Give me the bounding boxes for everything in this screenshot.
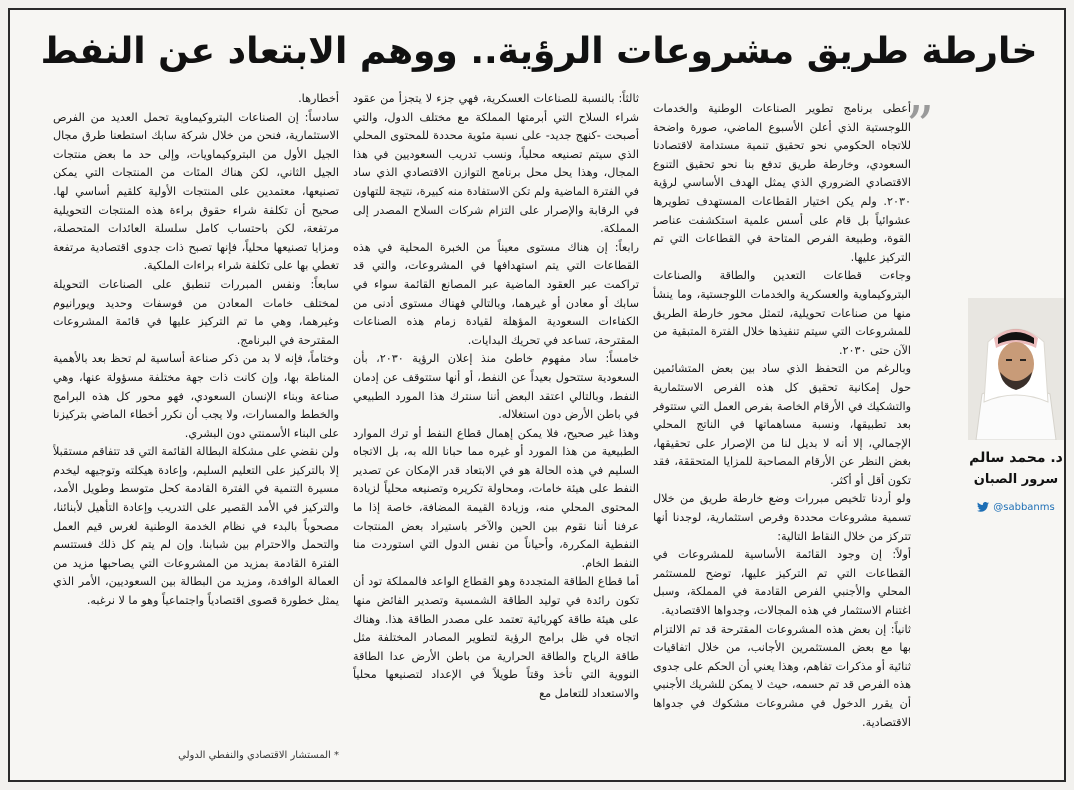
paragraph: أما قطاع الطاقة المتجددة وهو القطاع الواعد فالمملكة تود أن تكون رائدة في توليد الطاقة الشمسية وتصدير الفائض منها على هيئة طاقة كهربائية تعتمد على مصدر الطاقة هذا. وهناك اتجاه في ظل برامج الرؤية لتطوير المصادر المختلفة مثل طاقة الرياح والطاقة الحرارية من باطن الأرض عدا الطاقة النووية التي تأخذ وقتاً طويلاً في الإعداد لتصنيعها محلياً والاستعداد للتعامل مع: [353, 575, 639, 700]
paragraph: رابعاً: إن هناك مستوى معيناً من الخبرة المحلية في هذه القطاعات التي يتم استهدافها في المشروعات، والتي قد تراكمت عبر العقود الماضية عبر المصانع القائمة سواء في سابك أو معادن أو غيرهما، وبالتالي فهناك مستوى أدنى من الكفاءات السعودية المؤهلة لقيادة زمام هذه الصناعات المقترحة، تساعد في تحريك البدايات.: [353, 240, 639, 347]
quote-mark-icon: ”: [905, 95, 935, 160]
paragraph: ثانياً: إن بعض هذه المشروعات المقترحة قد تم الالتزام بها مع بعض المستثمرين الأجانب، من خلال اتفاقيات ثنائية أو مذكرات تفاهم، وهذا يعني أن الحكم على جدوى هذه الفرص قد تم حسمه، حيث لا يمكن للشريك الأجنبي أن يقرر الدخول في مشروعات مشكوك في جدواها الاقتصادية.: [653, 622, 911, 729]
paragraph: وختاماً، فإنه لا بد من ذكر صناعة أساسية لم تحظ بعد بالأهمية المناطة بها، وإن كانت ذات جهة مختلفة مسؤولة عنها، وهي صناعة وبناء الإنسان السعودي، فهو محور كل هذه البرامج والخطط والمسارات، ولا يجب أن نكرر أخطاء الماضي بتركيزنا على البناء الأسمنتي دون البشري.: [53, 352, 339, 440]
headline: خارطة طريق مشروعات الرؤية.. ووهم الابتعاد عن النفط: [40, 31, 1038, 72]
paragraph: ثالثاً: بالنسبة للصناعات العسكرية، فهي جزء لا يتجزأ من عقود شراء السلاح التي أبرمتها المملكة مع مختلف الدول، والتي أصبحت -كنهج جديد- على نسبة مئوية محددة للمحتوى المحلي الذي سيتم تصنيعه محلياً، ونسب تدريب السعوديين في هذا المجال، وهذا يحل محل برنامج التوازن الاقتصادي الذي ساد في الفترة الماضية ولم تكن الاستفادة منه كبيرة، نتيجة للتهاون في الرقابة والإصرار على التزام شركات السلاح المصدر إلى المملكة.: [353, 92, 639, 236]
paragraph: ولو أردنا تلخيص مبررات وضع خارطة طريق من خلال تسمية مشروعات محددة وفرص استثمارية، لوجدنا أنها تتركز من خلال النقاط التالية:: [653, 492, 911, 543]
paragraph: خامساً: ساد مفهوم خاطئ منذ إعلان الرؤية ٢٠٣٠، بأن السعودية ستتحول بعيداً عن النفط، أو أنها ستتوقف عن إدمان النفط، وبالتالي اعتقد البعض أننا سنترك هذا المورد الطبيعي في باطن الأرض دون استغلاله.: [353, 352, 639, 422]
paragraph: سادساً: إن الصناعات البتروكيماوية تحمل العديد من الفرص الاستثمارية، فنحن من خلال شركة سابك استطعنا طرق مجال الجيل الأول من البتروكيماويات، وإلى حد ما بعض منتجات الجيل الثاني، لكن هناك المئات من المنتجات التي يمكن تصنيعها، معتمدين على المنتجات الأولية كلقيم أساسي لها. صحيح أن تكلفة شراء حقوق براءة هذه المنتجات التحويلية مرتفعة، لكن باحتساب كامل سلسلة العائدات المتحصلة، ومزايا تصنيعها محلياً، فإنها تصبح ذات جدوى اقتصادية مرتفعة تغطي بها على تكلفة شراء براءات الملكية.: [53, 110, 339, 273]
author-photo: [968, 298, 1064, 440]
article-column-2: [353, 90, 639, 770]
twitter-handle-text[interactable]: @sabbanms: [993, 501, 1055, 513]
article-frame: [8, 8, 1066, 782]
column-name: سرور الصبان: [973, 472, 1059, 487]
author-name: د. محمد سالم: [969, 450, 1063, 466]
author-byline: * المستشار الاقتصادي والنفطي الدولي: [178, 750, 339, 761]
paragraph: سابعاً: ونفس المبررات تنطبق على الصناعات التحويلة لمختلف خامات المعادن من فوسفات وحديد ويورانيوم وغيرهما، وهي ما تم التركيز عليها في قائمة المشروعات المقترحة في البرنامج.: [53, 277, 339, 347]
paragraph: وجاءت قطاعات التعدين والطاقة والصناعات البتروكيماوية والعسكرية والخدمات اللوجستية، وما ينشأ منها من صناعات تحويلية، لتمثل محور خارطة الطريق للمشروعات التي سيتم تنفيذها خلال الفترة المتبقية من الآن حتى ٢٠٣٠.: [653, 269, 911, 357]
author-portrait-icon: [968, 298, 1064, 440]
paragraph: أخطارها.: [298, 92, 339, 105]
paragraph: وهذا غير صحيح، فلا يمكن إهمال قطاع النفط أو ترك الموارد الطبيعية من هذا المورد أو غيره مما حبانا الله به، بل الاتجاه السليم في هذه الحالة هو في الابتعاد قدر الإمكان عن تصدير النفط على هيئة خامات، ومحاولة تكريره وتصنيعه محلياً لزيادة المحتوى المحلي منه، وزيادة القيمة المضافة، خاصة إذا ما عرفنا أننا نقوم بين الحين والآخر باستيراد بعض المنتجات النفطية المكررة، وأحياناً من نفس الدول التي استوردت منا النفط الخام.: [353, 426, 639, 570]
twitter-icon: [977, 502, 989, 512]
paragraph: أعطى برنامج تطوير الصناعات الوطنية والخدمات اللوجستية الذي أعلن الأسبوع الماضي، صورة واضحة للاتجاه الحكومي نحو تحقيق تنمية مستدامة لاقتصادنا السعودي، وخارطة طريق تدفع بنا نحو تحقيق التنوع الاقتصادي الضروري الذي يمثل الهدف الأساسي لرؤية ٢٠٣٠. ولم يكن اختيار القطاعات المستهدف تطويرها عشوائياً بل قام على أسس علمية استكشفت عناصر القوة، وطبيعة الفرص المتاحة في القطاعات التي تم التركيز عليها.: [653, 102, 911, 264]
paragraph: وبالرغم من التحفظ الذي ساد بين بعض المتشائمين حول إمكانية تحقيق كل هذه الفرص الاستثمارية والتشكيك في الأرقام الخاصة بفرص العمل التي ستتوفر بعد تطبيقها، ونسبة مساهماتها في الناتج المحلي الإجمالي، إلا أنه لا بديل لنا من الإصرار على تحقيقها، بغض النظر عن الأرقام المصاحبة للمزايا المتحققة، فقد تكون أقل أو أكثر.: [653, 362, 911, 487]
article-column-1: [653, 100, 911, 770]
author-box: [968, 298, 1064, 530]
article-column-3: [53, 90, 339, 770]
paragraph: ولن نقضي على مشكلة البطالة القائمة التي قد تتفاقم مستقبلاً إلا بالتركيز على التعليم السليم، وإعادة هيكلته وتوجيهه ليخدم مسيرة التنمية في الفترة القادمة كحل متوسط وطويل الأمد، والتركيز في الأمد القصير على التدريب وإعادة التأهيل لأبنائنا، مصحوباً بالبدء في نظام الخدمة الوطنية لغرس قيم العمل والتحمل والاحترام بين شبابنا. وإن لم يتم كل ذلك فستتسم الفترة القادمة بمزيد من المشروعات التي يصاحبها مزيد من العمالة الوافدة، ومزيد من البطالة بين السعوديين، الأمر الذي يمثل خطورة قصوى اقتصادياً واجتماعياً وهو ما لا نرغبه.: [53, 445, 339, 608]
paragraph: أولاً: إن وجود القائمة الأساسية للمشروعات في القطاعات التي تم التركيز عليها، توضح للمستثمر المحلي والأجنبي الفرص القادمة في المملكة، وسبل اغتنام الاستثمار في هذه المجالات، وجدواها الاقتصادية.: [653, 548, 911, 618]
twitter-handle[interactable]: [972, 498, 1060, 516]
